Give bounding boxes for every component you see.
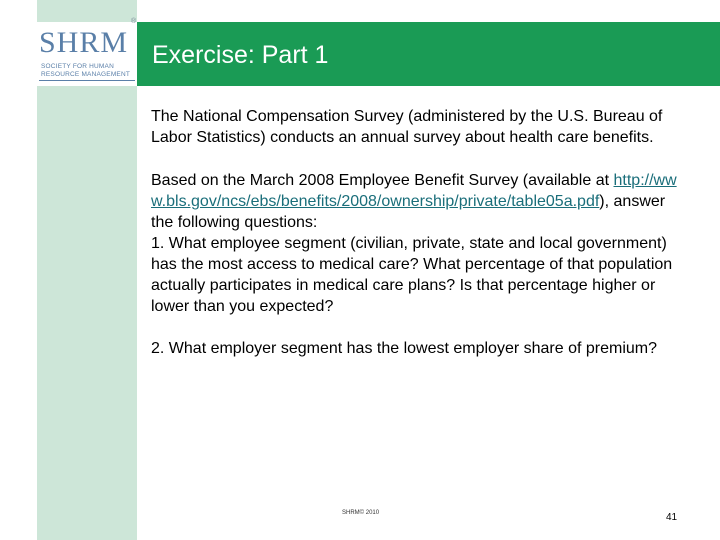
logo-subtitle-line1: SOCIETY FOR HUMAN	[41, 63, 114, 70]
shrm-logo	[37, 22, 137, 86]
intro-paragraph: The National Compensation Survey (administered by the U.S. Bureau of Labor Statistics) conducts an annual survey about health care benefits.	[151, 108, 663, 146]
instructions-text-end: ), answer the following questions:	[151, 193, 666, 231]
question-1: 1. What employee segment (civilian, private, state and local government) has the most access to medical care? What percentage of that population actually participates in medical care plans? Is that percentage higher or lower than you expected?	[151, 235, 673, 315]
logo-divider	[39, 80, 135, 81]
footer-copyright: SHRM© 2010	[342, 510, 380, 516]
page-number: 41	[666, 512, 678, 523]
logo-subtitle-line2: RESOURCE MANAGEMENT	[41, 71, 131, 78]
logo-wordmark: SHRM	[39, 26, 129, 59]
survey-link[interactable]: http://www.bls.gov/ncs/ebs/benefits/2008/ownership/private/table05a.pdf	[151, 172, 677, 210]
question-2: 2. What employer segment has the lowest employer share of premium?	[151, 340, 658, 357]
registered-mark: ®	[131, 18, 137, 25]
slide-body	[151, 106, 681, 359]
instructions-paragraph	[151, 170, 681, 233]
slide-title: Exercise: Part 1	[152, 41, 329, 69]
instructions-text: Based on the March 2008 Employee Benefit Survey (available at	[151, 172, 614, 189]
